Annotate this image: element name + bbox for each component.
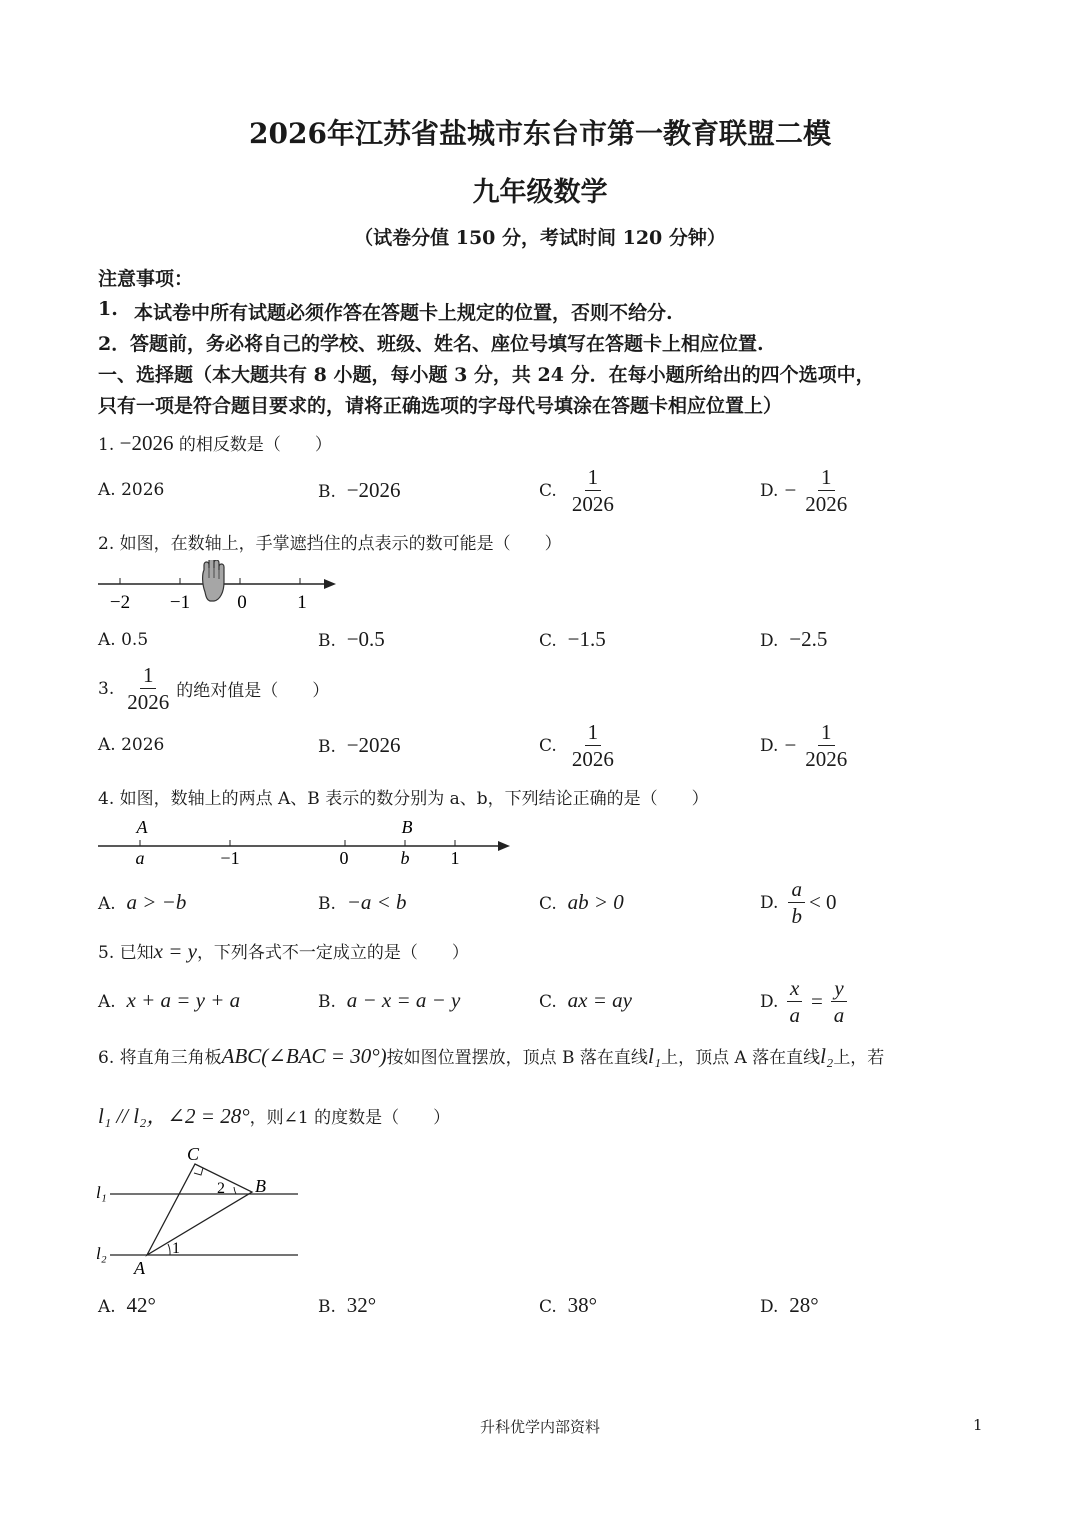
q2-option-c[interactable] (539, 627, 606, 652)
tick-label: 1 (297, 592, 307, 613)
q1-text: 的相反数是（ ） (178, 435, 332, 455)
note-1-num: 1. (98, 298, 118, 320)
q5-suffix: ，下列各式不一定成立的是（ ） (196, 943, 469, 963)
option-value: −2.5 (789, 627, 828, 651)
option-label: A. (98, 480, 116, 500)
label-c: C (187, 1144, 200, 1164)
q6-expr: ABC (221, 1044, 262, 1068)
q1-stem (98, 430, 332, 456)
option-fraction (802, 719, 850, 773)
option-label: D. (760, 480, 779, 501)
fraction-den: a (789, 1003, 800, 1028)
q1-expr: −2026 (119, 431, 174, 455)
fraction-num: 1 (818, 464, 835, 491)
footer-text: 升科优学内部资料 (479, 1418, 600, 1436)
label-b: B (255, 1176, 266, 1196)
q2-option-b[interactable] (318, 627, 385, 652)
option-value: 28° (789, 1293, 819, 1317)
option-label: C. (539, 480, 557, 501)
option-value: 2026 (121, 480, 165, 500)
option-value: −2026 (346, 478, 401, 502)
fraction-num: 1 (585, 719, 602, 746)
q6-text: ，则∠1 的度数是（ ） (249, 1108, 451, 1128)
option-label: A. (98, 894, 116, 914)
option-sign: − (784, 733, 797, 758)
q4-number-line (90, 812, 520, 874)
q6-expr: l₁ (647, 1044, 662, 1068)
option-label: D. (760, 735, 779, 756)
q3-fraction (124, 662, 172, 716)
q1-num: 1. (98, 435, 115, 455)
hand-icon (203, 560, 224, 601)
option-sign: − (784, 478, 797, 503)
q6-expr: (∠BAC = 30°) (261, 1044, 387, 1068)
tick-label: 0 (339, 848, 349, 868)
option-fraction (786, 975, 803, 1029)
label-l1: l₁ (96, 1183, 107, 1202)
option-label: C. (539, 631, 557, 651)
section-heading-line1: 一、选择题（本大题共有 8 小题，每小题 3 分，共 24 分．在每小题所给出的四个选项中， (98, 364, 875, 386)
option-fraction (569, 719, 617, 773)
tick-label: −2 (109, 592, 131, 613)
option-label: A. (98, 992, 116, 1012)
option-label: C. (539, 894, 557, 914)
page-title: 2026年江苏省盐城市东台市第一教育联盟二模 (249, 117, 831, 150)
q6-stem-line2 (98, 1100, 450, 1130)
label-angle-2: 2 (217, 1180, 225, 1197)
note-2-text: 答题前，务必将自己的学校、班级、姓名、座位号填写在答题卡上相应位置. (130, 333, 764, 355)
q5-prefix: 5. 已知 (98, 943, 154, 963)
q4-option-a[interactable] (98, 890, 186, 915)
option-label: A. (98, 735, 116, 755)
q5-option-a[interactable] (98, 988, 240, 1013)
q2-stem: 2. 如图，在数轴上，手掌遮挡住的点表示的数可能是（ ） (98, 534, 562, 554)
q3-option-b[interactable] (318, 733, 401, 758)
q6-text: 按如图位置摆放，顶点 B 落在直线 (386, 1048, 648, 1068)
fraction-den: 2026 (127, 690, 170, 715)
angle-2-arc (234, 1187, 236, 1194)
q6-option-c[interactable] (539, 1293, 597, 1318)
fraction-den: 2026 (805, 492, 848, 517)
option-label: B. (318, 1297, 336, 1317)
option-value: −0.5 (346, 627, 385, 651)
option-label: D. (760, 1297, 779, 1317)
note-2-num: 2． (98, 333, 131, 355)
fraction-den: 2026 (571, 492, 614, 517)
option-value: < 0 (808, 890, 837, 915)
q6-option-b[interactable] (318, 1293, 376, 1318)
q5-stem (98, 938, 469, 964)
q3-option-a[interactable] (98, 735, 164, 755)
option-fraction (788, 876, 805, 930)
q3-stem (98, 662, 329, 716)
fraction-den: a (833, 1003, 845, 1028)
option-fraction (802, 464, 850, 518)
q3-option-c[interactable] (539, 719, 617, 773)
label-a: A (134, 1258, 145, 1278)
q1-option-b[interactable] (318, 478, 401, 503)
option-value: −a < b (346, 890, 407, 914)
option-label: B. (318, 482, 336, 502)
notes-heading: 注意事项： (98, 268, 194, 290)
axis-arrow (324, 579, 336, 589)
q6-figure (90, 1140, 310, 1280)
option-value: 0.5 (121, 630, 149, 650)
q5-expr: x = y (153, 939, 197, 963)
option-label: A. (98, 1297, 116, 1317)
fraction-num: x (787, 975, 802, 1002)
q3-option-d[interactable] (760, 719, 850, 773)
q5-option-c[interactable] (539, 988, 632, 1013)
q1-option-d[interactable] (760, 464, 850, 518)
q2-option-d[interactable] (760, 627, 827, 652)
q6-text: 上，若 (833, 1048, 885, 1068)
option-value: ax = ay (567, 988, 632, 1012)
option-label: A. (98, 630, 116, 650)
q5-option-b[interactable] (318, 988, 460, 1013)
label-l2: l₂ (96, 1244, 107, 1263)
fraction-num: 1 (140, 662, 157, 689)
page-subtitle: 九年级数学 (472, 177, 608, 208)
option-label: C. (539, 1297, 557, 1317)
label-angle-1: 1 (172, 1240, 180, 1257)
fraction-num: 1 (585, 464, 602, 491)
point-label-b: B (401, 817, 413, 837)
section-heading-line2: 只有一项是符合题目要求的，请将正确选项的字母代号填涂在答题卡相应位置上） (98, 395, 783, 417)
q5-option-d[interactable] (760, 975, 847, 1029)
fraction-den: b (791, 904, 802, 929)
option-label: C. (539, 992, 557, 1012)
fraction-den: 2026 (571, 747, 614, 772)
q1-option-a[interactable] (98, 480, 164, 500)
q6-stem-line1 (98, 1043, 884, 1069)
option-value: −1.5 (567, 627, 606, 651)
triangle-abc (147, 1164, 252, 1255)
q3-text: 的绝对值是（ ） (176, 681, 330, 702)
option-value: ab > 0 (567, 890, 624, 914)
q4-option-c[interactable] (539, 890, 624, 915)
angle-1-arc (168, 1244, 170, 1255)
tick-label: −1 (220, 848, 240, 868)
option-label: D. (760, 991, 779, 1012)
option-label: D. (760, 892, 779, 913)
option-label: B. (318, 894, 336, 914)
option-value: −2026 (346, 733, 401, 757)
tick-label: −1 (169, 592, 191, 613)
option-fraction (831, 975, 848, 1029)
option-value: x + a = y + a (126, 988, 241, 1012)
q6-expr: l₂ (820, 1044, 834, 1068)
q6-text: 6. 将直角三角板 (98, 1048, 222, 1068)
point-label-a: A (136, 817, 148, 837)
q2-option-a[interactable] (98, 630, 148, 650)
option-value: 2026 (121, 735, 165, 755)
q1-option-c[interactable] (539, 464, 617, 518)
exam-info: （试卷分值 150 分，考试时间 120 分钟） (354, 227, 726, 249)
tick-label: 1 (450, 848, 460, 868)
q6-text: 上，顶点 A 落在直线 (661, 1048, 821, 1068)
option-value: 42° (126, 1293, 156, 1317)
option-value: a > −b (126, 890, 187, 914)
q4-option-b[interactable] (318, 890, 407, 915)
q2-number-line (90, 560, 350, 618)
option-fraction (569, 464, 617, 518)
q6-option-d[interactable] (760, 1293, 819, 1318)
q6-option-a[interactable] (98, 1293, 156, 1318)
right-angle-mark (194, 1168, 203, 1175)
option-eq: = (810, 989, 823, 1014)
page-number: 1 (973, 1416, 983, 1434)
option-value: a − x = a − y (346, 988, 461, 1012)
tick-label: a (135, 848, 145, 868)
option-label: C. (539, 735, 557, 756)
option-label: D. (760, 631, 779, 651)
option-label: B. (318, 631, 336, 651)
tick-label: b (400, 848, 410, 868)
option-value: 32° (346, 1293, 377, 1317)
fraction-num: a (788, 876, 805, 903)
fraction-num: 1 (818, 719, 835, 746)
fraction-num: y (831, 975, 846, 1002)
fraction-den: 2026 (805, 747, 848, 772)
tick-label: 0 (237, 592, 247, 613)
axis-arrow (498, 841, 510, 851)
q3-num: 3. (98, 678, 115, 699)
q4-stem: 4. 如图，数轴上的两点 A、B 表示的数分别为 a、b，下列结论正确的是（ ） (98, 789, 709, 809)
note-1-text: 本试卷中所有试题必须作答在答题卡上规定的位置，否则不给分. (134, 302, 673, 324)
q4-option-d[interactable] (760, 876, 837, 930)
option-value: 38° (567, 1293, 598, 1317)
option-label: B. (318, 992, 336, 1012)
q6-expr: l₁ // l₂，∠2 = 28° (98, 1104, 250, 1128)
option-label: B. (318, 737, 336, 757)
